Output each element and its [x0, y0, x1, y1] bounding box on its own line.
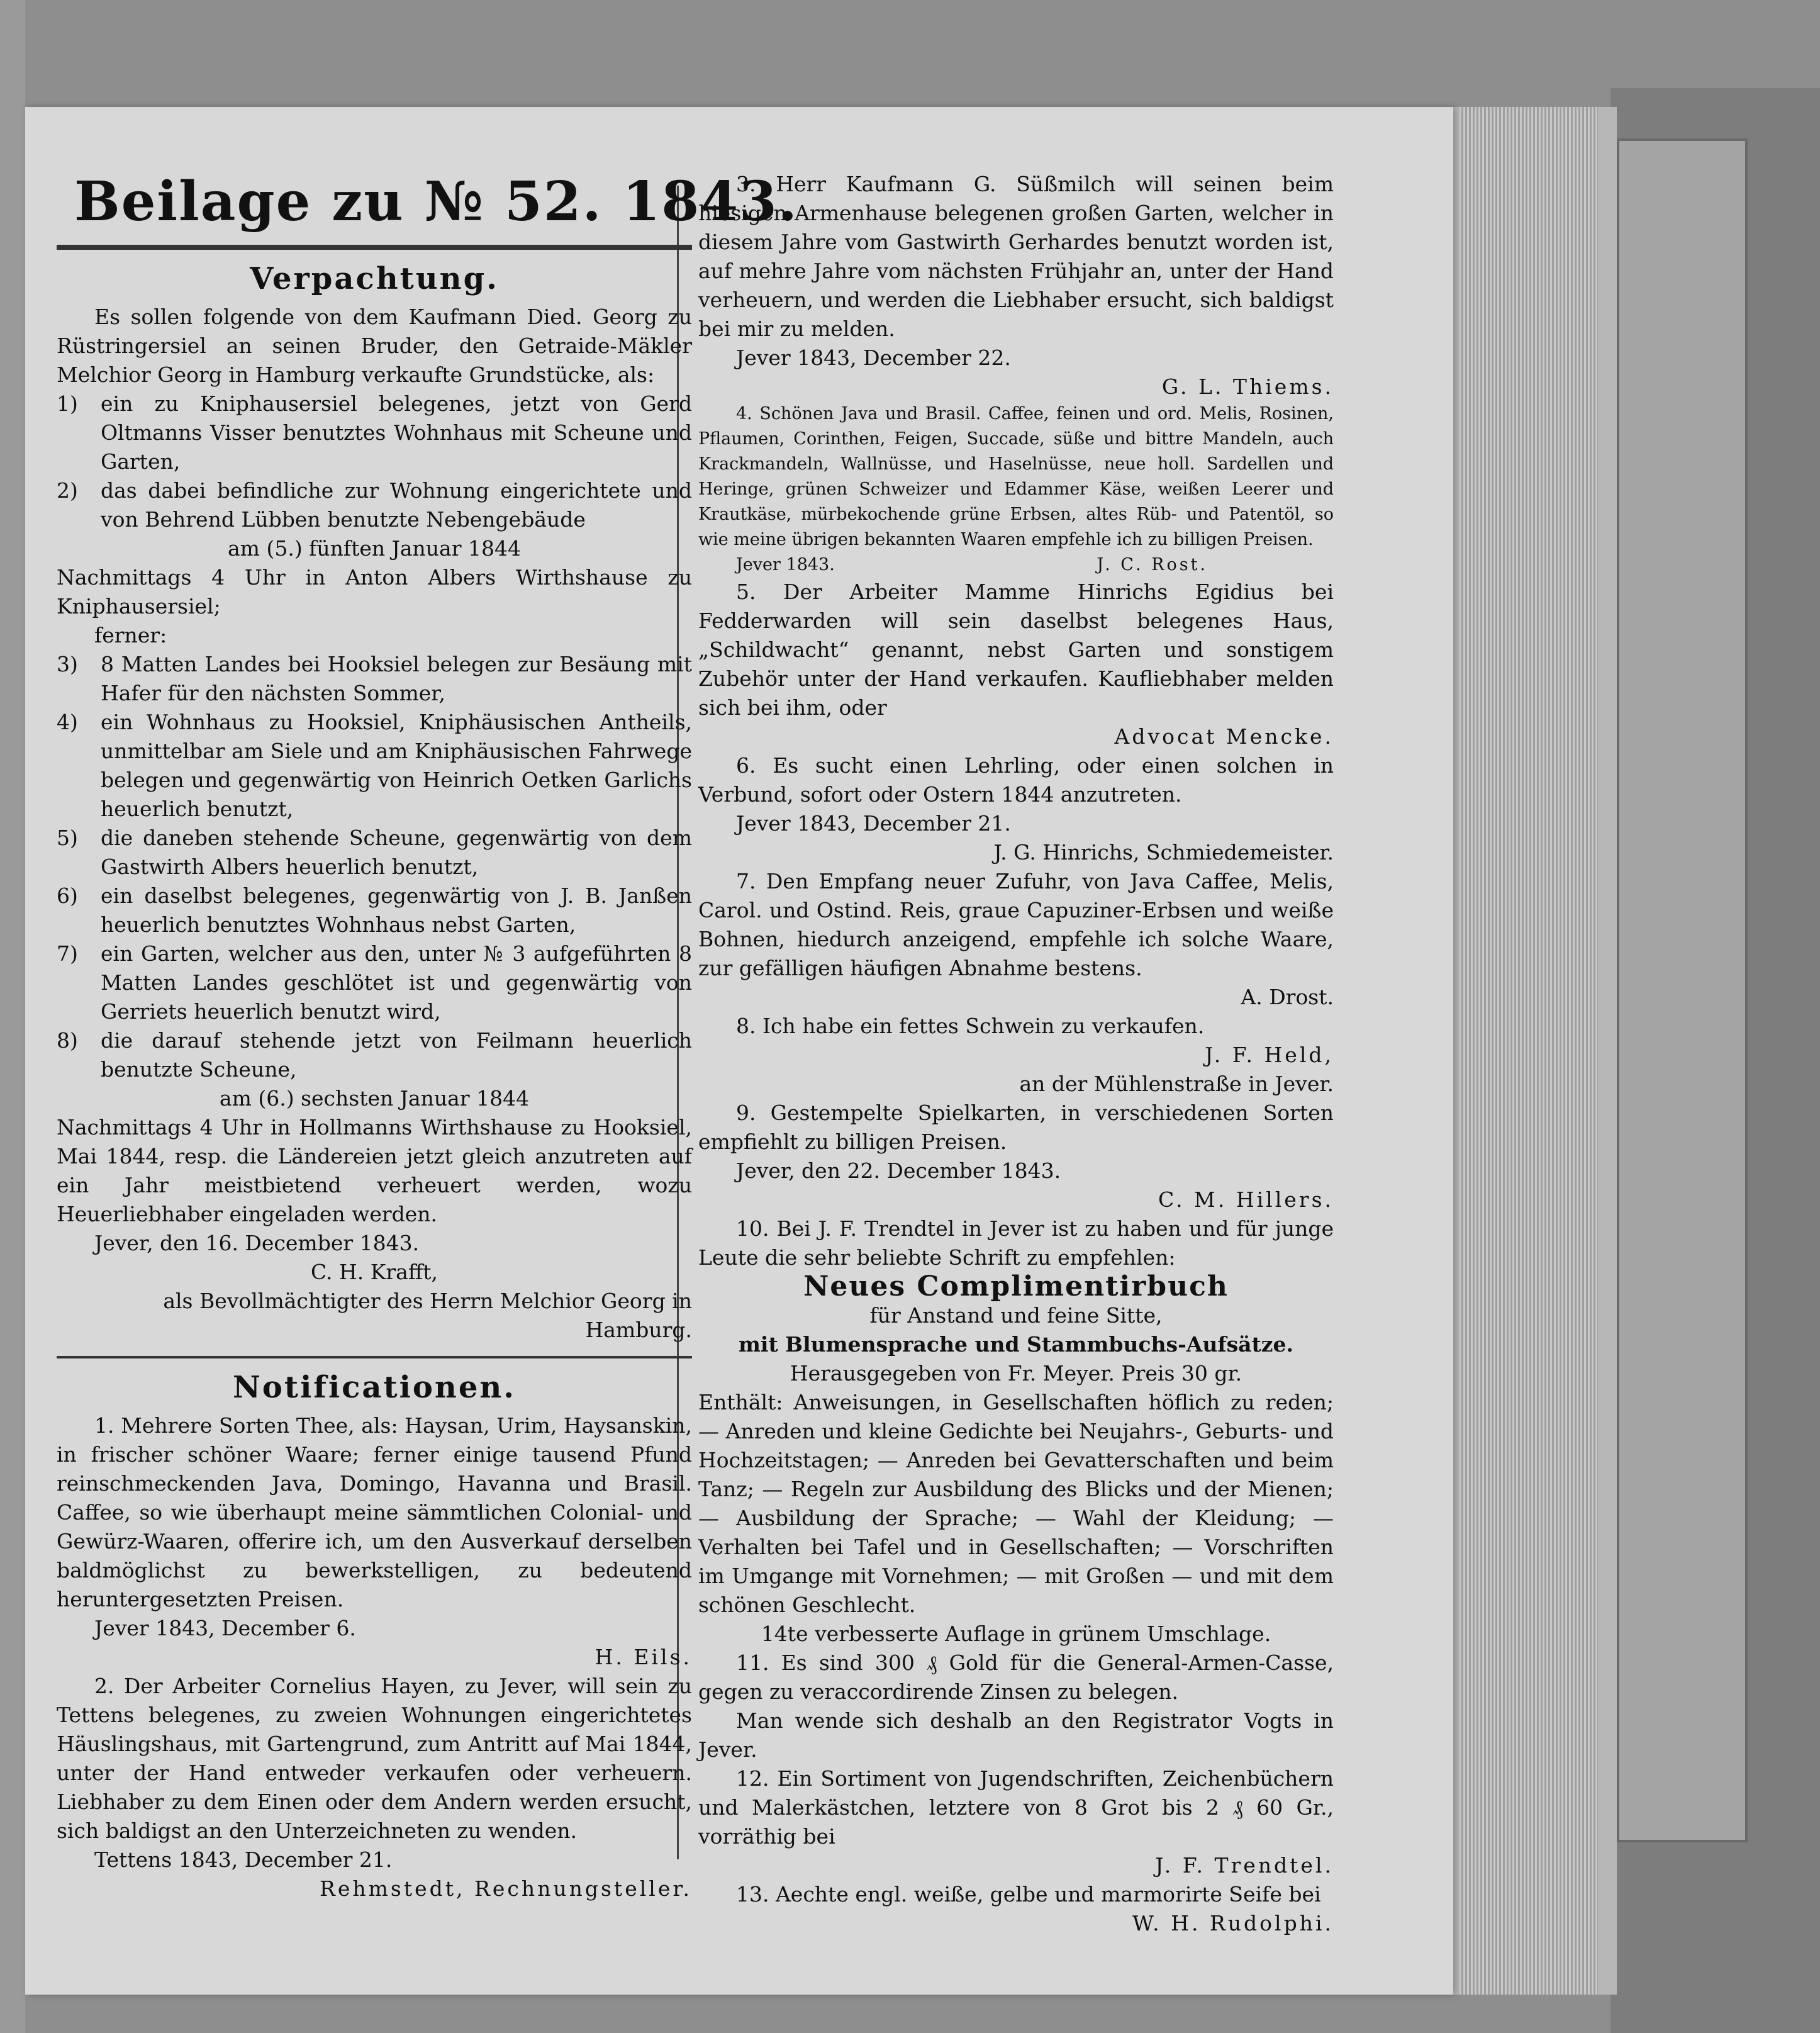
book-spine-left — [0, 0, 25, 2033]
notice-8-place: an der Mühlenstraße in Jever. — [1019, 1072, 1334, 1096]
notice-8: 8. Ich habe ein fettes Schwein zu verkaufen. — [736, 1014, 1205, 1038]
item-text: ein daselbst belegenes, gegenwärtig von J. B. Janßen heuerlich benutztes Wohnhaus nebst Garten, — [101, 883, 692, 937]
right-column — [698, 170, 1334, 1938]
book-edition: 14te verbesserte Auflage in grünem Umschlage. — [761, 1621, 1271, 1646]
list-item — [57, 708, 692, 824]
verpachtung-heading: Verpachtung. — [250, 261, 499, 296]
notice-1-signature: H. Eils. — [595, 1645, 692, 1669]
page-edges — [1447, 107, 1617, 1995]
item-text: die daneben stehende Scheune, gegenwärtig von dem Gastwirth Albers heuerlich benutzt, — [101, 826, 692, 879]
notice-8-signature: J. F. Held, — [1205, 1043, 1334, 1067]
item-text: die darauf stehende jetzt von Feilmann heuerlich benutzte Scheune, — [101, 1028, 692, 1082]
notice-13: 13. Aechte engl. weiße, gelbe und marmorirte Seife bei — [736, 1882, 1321, 1907]
book-subtitle-2: mit Blumensprache und Stammbuchs-Aufsätze. — [739, 1332, 1293, 1357]
auction-place-2: Nachmittags 4 Uhr in Hollmanns Wirthshause zu Hooksiel, Mai 1844, resp. die Ländereien jetzt gleich anzutreten auf ein Jahr meistbietend verheuert werden, wozu Heuerliebhaber eingeladen werden. — [57, 1115, 692, 1226]
notice-1: 1. Mehrere Sorten Thee, als: Haysan, Urim, Haysanskin, in frischer schöner Waare; ferner einige tausend Pfund reinschmeckenden Java, Domingo, Havanna und Brasil. Caffee, so wie überhaupt meine sämmtlichen Colonial- und Gewürz-Waaren, offerire ich, um den Ausverkauf derselben baldmöglichst zu bewerkstelligen, zu bedeutend heruntergesetzten Preisen. — [57, 1413, 692, 1611]
list-item — [57, 882, 692, 939]
item-number: 5) — [57, 826, 78, 850]
item-text: ein zu Kniphausersiel belegenes, jetzt von Gerd Oltmanns Visser benutztes Wohnhaus mit Scheune und Garten, — [101, 391, 692, 474]
verpachtung-signer-role: als Bevollmächtigter des Herrn Melchior Georg in Hamburg. — [163, 1289, 692, 1342]
item-number: 3) — [57, 652, 78, 676]
verpachtung-signer: C. H. Krafft, — [310, 1260, 438, 1284]
item-number: 2) — [57, 478, 78, 503]
notice-6-date: Jever 1843, December 21. — [736, 811, 1011, 836]
notice-11-b: Man wende sich deshalb an den Registrator Vogts in Jever. — [698, 1708, 1334, 1762]
notice-5: 5. Der Arbeiter Mamme Hinrichs Egidius bei Fedderwarden will sein daselbst belegenes Haus, „Schildwacht“ genannt, nebst Garten und sonstigem Zubehör unter der Hand verkaufen. Kaufliebhaber melden sich bei ihm, oder — [698, 580, 1334, 720]
list-item — [57, 476, 692, 534]
notice-7-signature: A. Drost. — [1241, 985, 1334, 1009]
cover-inner-board — [1617, 138, 1748, 1842]
item-number: 4) — [57, 710, 78, 734]
list-item — [57, 824, 692, 882]
left-column — [57, 170, 798, 1903]
item-text: ein Wohnhaus zu Hooksiel, Kniphäusischen Antheils, unmittelbar am Siele und am Kniphäusischen Fahrwege belegen und gegenwärtig von Heinrich Oetken Garlichs heuerlich benutzt, — [101, 710, 692, 821]
notice-9-signature: C. M. Hillers. — [1158, 1187, 1334, 1212]
item-number: 8) — [57, 1028, 78, 1053]
book-subtitle-3: Herausgegeben von Fr. Meyer. Preis 30 gr. — [790, 1361, 1242, 1386]
notice-11: 11. Es sind 300 ₰ Gold für die General-Armen-Casse, gegen zu veraccordirende Zinsen zu belegen. — [698, 1650, 1334, 1704]
notice-12: 12. Ein Sortiment von Jugendschriften, Zeichenbüchern und Malerkästchen, letztere von 8 Grot bis 2 ₰ 60 Gr., vorräthig bei — [698, 1766, 1334, 1849]
notice-13-signature: W. H. Rudolphi. — [1132, 1911, 1334, 1935]
item-number: 7) — [57, 941, 78, 966]
notice-4-signature: J. C. Rost. — [1097, 555, 1208, 574]
notice-9: 9. Gestempelte Spielkarten, in verschiedenen Sorten empfiehlt zu billigen Preisen. — [698, 1101, 1334, 1154]
ferner-label: ferner: — [94, 623, 167, 647]
notice-2-signature: Rehmstedt, Rechnungsteller. — [319, 1876, 692, 1901]
item-text: ein Garten, welcher aus den, unter № 3 aufgeführten 8 Matten Landes geschlötet ist und gegenwärtig von Gerriets heuerlich benutzt wird, — [101, 941, 692, 1024]
item-number: 6) — [57, 883, 78, 908]
notice-6: 6. Es sucht einen Lehrling, oder einen solchen in Verbund, sofort oder Ostern 1844 anzutreten. — [698, 753, 1334, 807]
notice-6-signature: J. G. Hinrichs, Schmiedemeister. — [993, 840, 1334, 865]
notice-1-date: Jever 1843, December 6. — [94, 1616, 356, 1640]
book-contents: Enthält: Anweisungen, in Gesellschaften höflich zu reden; — Anreden und kleine Gedichte bei Neujahrs-, Geburts- und Hochzeitstagen; — Anreden bei Gevatterschaften und beim Tanz; — Regeln zur Ausbildung des Blicks und der Mienen; — Ausbildung der Sprache; — Wahl der Kleidung; — Verhalten bei Tafel und in Gesellschaften; — Vorschriften im Umgange mit Vornehmen; — mit Großen — und mit dem schönen Geschlecht. — [698, 1390, 1334, 1617]
book-subtitle-1: für Anstand und feine Sitte, — [869, 1303, 1163, 1328]
list-item — [57, 939, 692, 1026]
notice-4: 4. Schönen Java und Brasil. Caffee, feinen und ord. Melis, Rosinen, Pflaumen, Corinthen, Feigen, Succade, süße und bittre Mandeln, auch Krackmandeln, Wallnüsse, und Haselnüsse, neue holl. Sardellen und Heringe, grünen Schweizer und Edammer Käse, weißen Leerer und Krautkäse, mürbekochende grüne Erbsen, altes Rüb- und Patentöl, so wie meine übrigen bekannten Waaren empfehle ich zu billigen Preisen. — [698, 404, 1334, 549]
masthead-rule — [57, 245, 692, 250]
notice-10: 10. Bei J. F. Trendtel in Jever ist zu haben und für junge Leute die sehr beliebte Schrift zu empfehlen: — [698, 1216, 1334, 1270]
notice-12-signature: J. F. Trendtel. — [1155, 1853, 1334, 1878]
auction-date-2: am (6.) sechsten Januar 1844 — [219, 1086, 530, 1111]
notificationen-heading: Notificationen. — [233, 1370, 516, 1405]
auction-date-1: am (5.) fünften Januar 1844 — [228, 536, 521, 561]
notice-3-date: Jever 1843, December 22. — [736, 345, 1011, 370]
notice-3-signature: G. L. Thiems. — [1161, 374, 1334, 399]
item-text: 8 Matten Landes bei Hooksiel belegen zur Besäung mit Hafer für den nächsten Sommer, — [101, 652, 692, 705]
list-item — [57, 389, 692, 476]
masthead: Beilage zu № 52. 1843. — [74, 170, 798, 233]
notice-2-date: Tettens 1843, December 21. — [94, 1847, 393, 1872]
item-text: das dabei befindliche zur Wohnung eingerichtete und von Behrend Lübben benutzte Nebengebäude — [101, 478, 692, 532]
verpachtung-intro: Es sollen folgende von dem Kaufmann Died. Georg zu Rüstringersiel an seinen Bruder, den Getraide-Mäkler Melchior Georg in Hamburg verkaufte Grundstücke, als: — [57, 305, 692, 387]
auction-place-1: Nachmittags 4 Uhr in Anton Albers Wirthshause zu Kniphausersiel; — [57, 565, 692, 619]
notice-4-footer — [698, 552, 1334, 578]
notice-9-date: Jever, den 22. December 1843. — [736, 1158, 1061, 1183]
notice-2: 2. Der Arbeiter Cornelius Hayen, zu Jever, will sein zu Tettens belegenes, zu zweien Wohnungen eingerichtetes Häuslingshaus, mit Gartengrund, zum Antritt auf Mai 1844, unter der Hand entweder verkaufen oder verheuern. Liebhaber zu dem Einen oder dem Andern werden ersucht, sich baldigst an den Unterzeichneten zu wenden. — [57, 1674, 692, 1843]
verpachtung-dateline: Jever, den 16. December 1843. — [94, 1231, 420, 1255]
notice-4-date: Jever 1843. — [736, 555, 835, 574]
notice-3: 3. Herr Kaufmann G. Süßmilch will seinen beim hiesigen Armenhause belegenen großen Garten, welcher in diesem Jahre vom Gastwirth Gerhardes benutzt worden ist, auf mehre Jahre vom nächsten Frühjahr an, unter der Hand verheuern, und werden die Liebhaber ersucht, sich baldigst bei mir zu melden. — [698, 172, 1334, 341]
list-item — [57, 1026, 692, 1084]
item-number: 1) — [57, 391, 78, 416]
book-title: Neues Complimentirbuch — [803, 1270, 1229, 1302]
notice-5-signature: Advocat Mencke. — [1114, 724, 1334, 749]
section-rule — [57, 1356, 692, 1358]
notice-7: 7. Den Empfang neuer Zufuhr, von Java Caffee, Melis, Carol. und Ostind. Reis, graue Capuziner-Erbsen und weiße Bohnen, hiedurch anzeigend, empfehle ich solche Waare, zur gefälligen häufigen Abnahme bestens. — [698, 869, 1334, 980]
list-item — [57, 650, 692, 708]
